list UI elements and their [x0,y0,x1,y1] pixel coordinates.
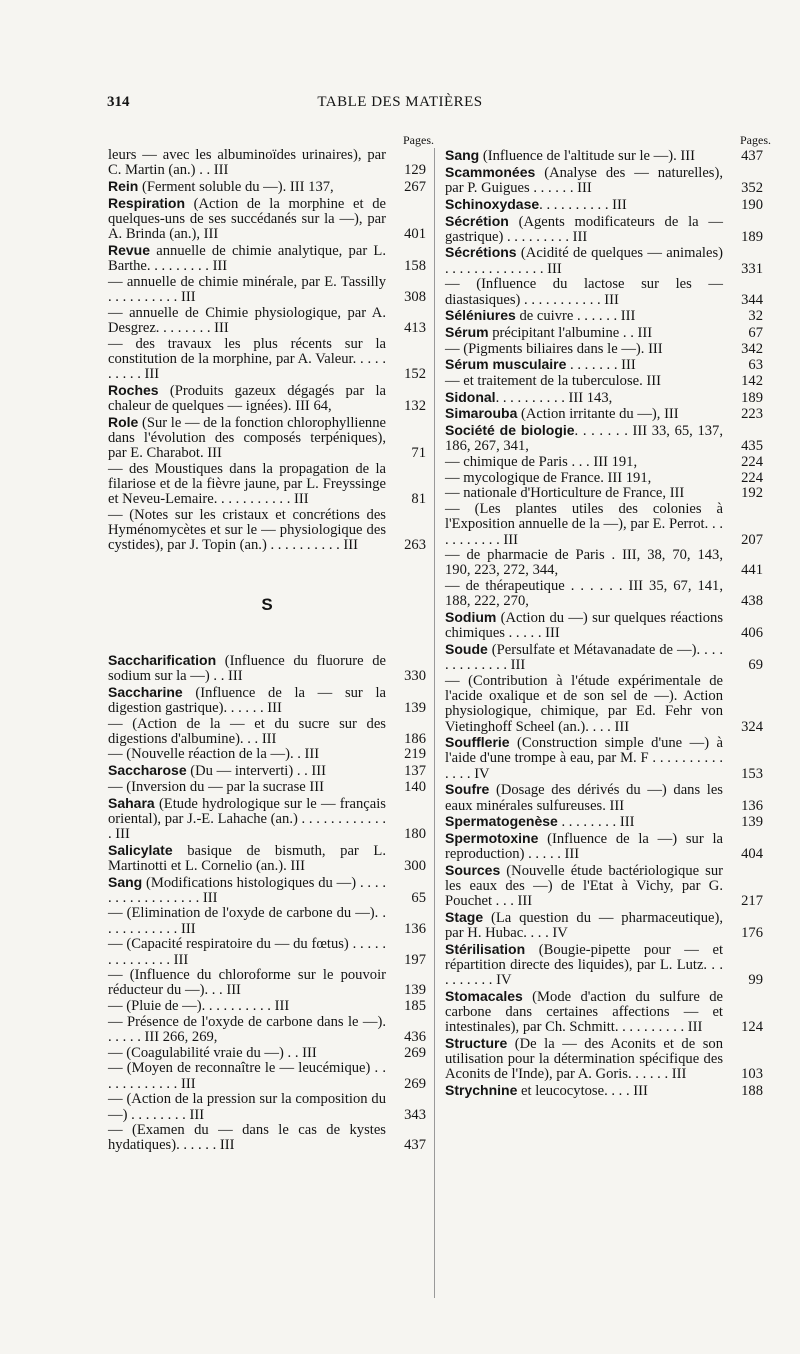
index-entry [108,179,426,195]
entry-page: 437 [741,148,763,165]
entry-page: 81 [411,491,426,508]
index-entry [445,910,763,941]
entry-page: 342 [741,340,763,357]
index-entry [108,1015,426,1045]
entry-page: 263 [404,537,426,554]
pages-label: Pages. [403,133,434,147]
entry-text: — nationale d'Horticulture de France, III [445,485,685,502]
index-entry [108,843,426,874]
entry-page: 197 [404,951,426,968]
entry-text: (Acidité de quelques — animales) . . . . . . . . . . . . . . III [445,245,723,277]
index-entry [445,455,763,470]
entry-text: — annuelle de Chimie physiologique, par A. Desgrez. . . . . . . . III [108,304,386,336]
entry-page: 352 [741,180,763,197]
entry-page: 190 [741,196,763,213]
entry-page: 267 [404,179,426,196]
entry-headword: Scammonées [445,163,536,180]
entry-headword: Structure [445,1035,508,1052]
entry-headword: Sang [445,147,480,164]
entry-page: 223 [741,406,763,423]
index-entry [108,796,426,843]
entry-headword: Spermotoxine [445,829,539,846]
entry-text: (Etude hydrologique sur le — français oriental), par J.-E. Lahache (an.) . . . . . . . . . . . . . III [108,795,386,842]
index-entry [445,814,763,830]
entry-page: 99 [748,972,763,989]
entry-headword: Schinoxydase [445,195,540,212]
entry-text: (Agents modificateurs de la — gastrique) . . . . . . . . . III [445,213,723,245]
entry-headword: Sidonal [445,388,496,405]
entry-text: — mycologique de France. III 191, [445,469,652,486]
entry-text: — et traitement de la tuberculose. III [445,373,661,390]
index-entry [108,747,426,762]
entry-page: 176 [741,925,763,942]
index-entry [108,937,426,967]
entry-page: 437 [404,1137,426,1154]
index-entry [445,197,763,213]
entry-text: — Présence de l'oxyde de carbone dans le —). . . . . . III 266, 269, [108,1013,386,1046]
entry-page: 69 [748,657,763,674]
entry-text: — (Action de la pression sur la composition du —) . . . . . . . . III [108,1091,386,1123]
entry-text: (Action irritante du —), III [517,406,679,423]
entry-text: — (Les plantes utiles des colonies à l'Exposition annuelle de la —), par E. Perrot. . . . . . . . . . . III [445,501,723,548]
index-entry [108,275,426,305]
index-entry [445,674,763,735]
entry-page: 344 [741,291,763,308]
entry-text: (Mode d'action du sulfure de carbone dans certaines affections — et intestinales), par Ch. Schmitt. . . . . . . . . . III [445,988,723,1036]
entry-text: — de thérapeutique . . . . . . III 35, 67, 141, 188, 222, 270, [445,578,723,610]
entry-page: 324 [741,718,763,735]
index-entry [108,148,426,178]
entry-page: 438 [741,593,763,610]
entry-page: 158 [404,258,426,275]
entry-page: 139 [741,814,763,831]
entry-headword: Soufflerie [445,734,510,751]
entry-text: leurs — avec les albuminoïdes urinaires), par C. Martin (an.) . . III [108,147,386,179]
entry-page: 186 [404,730,426,747]
entry-text: précipitant l'albumine . . III [488,324,653,341]
entry-text: (Influence de la — sur la digestion gastrique). . . . . . III [108,684,386,716]
left-column [108,133,434,1154]
index-entry [445,831,763,862]
entry-text: (Ferment soluble du —). III 137, [138,179,334,196]
entry-page: 65 [411,889,426,906]
entry-headword: Société de biologie [445,422,575,439]
index-entry [445,1036,763,1083]
index-entry [445,357,763,373]
entry-text: (Du — interverti) . . III [186,763,327,780]
entry-page: 269 [404,1044,426,1061]
entry-page: 192 [741,485,763,502]
entry-page: 152 [404,366,426,383]
entry-page: 343 [404,1106,426,1123]
index-entry [445,642,763,673]
entry-text: — de pharmacie de Paris . III, 38, 70, 143, 190, 223, 272, 344, [445,547,723,579]
entry-text: (Nouvelle étude bactériologique sur les eaux des —) de l'Etat à Vichy, par G. Pouchet . . . III [445,862,723,910]
index-entry [108,508,426,554]
entry-headword: Simarouba [445,405,518,422]
index-entry [108,780,426,795]
entry-headword: Role [108,413,139,430]
entry-text: et leucocytose. . . . III [517,1083,648,1100]
entry-text: annuelle de chimie analytique, par L. Barthe. . . . . . . . . III [108,242,386,275]
entry-text: — (Capacité respiratoire du — du fœtus) . . . . . . . . . . . . . . III [108,936,386,968]
entry-page: 413 [404,319,426,336]
entry-text: — (Inversion du — par la sucrase III [108,778,324,795]
index-entry [108,1046,426,1061]
index-entry [108,968,426,998]
entry-text: . . . . . . . III [566,357,636,374]
entry-text: — (Coagulabilité vraie du —) . . III [108,1044,317,1061]
entry-page: 142 [741,373,763,390]
index-entry [108,763,426,779]
entry-page: 207 [741,531,763,548]
entry-text: . . . . . . . III 33, 65, 137, 186, 267, 341, [445,423,723,455]
index-entry [108,415,426,462]
index-entry [445,148,763,164]
page-header [0,94,800,118]
entry-text: — (Contribution à l'étude expérimentale de l'acide oxalique et de son sel de —). Action physiologique, chimique, par Ed. Fehr von Vietinghoff Scheel (an.). . . . III [445,672,723,735]
entry-headword: Sérum musculaire [445,356,567,373]
index-entry [108,1092,426,1122]
entry-page: 188 [741,1083,763,1100]
index-entry [445,165,763,196]
entry-headword: Respiration [108,194,186,211]
index-entry [445,502,763,548]
entry-page: 404 [741,846,763,863]
entry-text: — (Moyen de reconnaître le — leucémique) . . . . . . . . . . . . III [108,1060,386,1092]
entry-page: 153 [741,765,763,782]
entry-text: — (Influence du chloroforme sur le pouvoir réducteur du —). . . III [108,967,386,999]
index-entry [445,342,763,357]
entry-page: 32 [748,308,763,325]
entry-text: (Influence de l'altitude sur le —). III [479,148,696,165]
entry-text: — (Notes sur les cristaux et concrétions des Hyménomycètes et sur le — physiologique des cystides), par J. Topin (an.) . . . . . . . . . . III [108,506,386,554]
entry-text: . . . . . . . . III [557,814,635,831]
entry-headword: Saccharification [108,651,217,668]
entry-text: — (Pigments biliaires dans le —). III [445,340,663,357]
page-number: 314 [107,94,130,110]
running-title: TABLE DES MATIÈRES [317,94,483,110]
entry-page: 189 [741,389,763,406]
index-entry [445,863,763,910]
entry-page: 330 [404,667,426,684]
index-entry [445,245,763,276]
index-entry [445,325,763,341]
pages-label: Pages. [740,133,771,147]
entry-text: (Analyse des — naturelles), par P. Guigues . . . . . . III [445,164,723,197]
index-entry [445,374,763,389]
index-entry [445,942,763,989]
entry-text: — (Pluie de —). . . . . . . . . . III [108,998,290,1015]
entry-page: 224 [741,469,763,486]
entry-headword: Saccharine [108,683,183,700]
index-entry [445,579,763,609]
entry-text: (Action du —) sur quelques réactions chimiques . . . . . III [445,610,723,642]
entry-headword: Strychnine [445,1082,518,1099]
index-list [108,653,426,1154]
entry-headword: Sahara [108,794,155,811]
index-entry [445,471,763,486]
index-entry [108,875,426,906]
entry-headword: Spermatogenèse [445,813,558,830]
entry-headword: Soude [445,641,488,657]
entry-headword: Salicylate [108,841,173,858]
entry-text: (Modifications histologiques du —) . . . . . . . . . . . . . . . . . III [108,874,386,906]
entry-text: (Produits gazeux dégagés par la chaleur de quelques — ignées). III 64, [108,382,386,414]
entry-page: 124 [741,1019,763,1036]
index-list [445,148,763,1099]
entry-page: 137 [404,763,426,780]
entry-text: — annuelle de chimie minérale, par E. Tassilly . . . . . . . . . . III [108,273,386,306]
entry-page: 140 [404,778,426,795]
entry-page: 308 [404,289,426,306]
entry-headword: Roches [108,381,159,398]
entry-headword: Soufre [445,781,490,798]
index-entry [445,308,763,324]
entry-text: — chimique de Paris . . . III 191, [445,454,638,471]
entry-headword: Stomacales [445,987,523,1004]
index-entry [108,306,426,336]
entry-headword: Revue [108,241,151,258]
index-entry [445,989,763,1036]
entry-page: 224 [741,454,763,471]
entry-text: — (Influence du lactose sur les — diastasiques) . . . . . . . . . . . III [445,276,723,308]
entry-text: (Dosage des dérivés du —) dans les eaux minérales sulfureuses. III [445,782,723,814]
entry-page: 185 [404,998,426,1015]
entry-page: 136 [741,797,763,814]
entry-text: (De la — des Aconits et de son utilisation pour la détermination spécifique des Aconits de l'Inde), par A. Goris. . . . . . III [445,1036,723,1083]
entry-text: (La question du — pharmaceutique), par H. Hubac. . . . IV [445,909,723,942]
entry-text: — (Nouvelle réaction de la —). . III [108,746,320,763]
entry-text: (Bougie-pipette pour — et répartition directe des liquides), par L. Lutz. . . . . . . . . . IV [445,941,723,989]
entry-page: 139 [404,699,426,716]
index-entry [108,196,426,243]
index-entry [108,685,426,716]
entry-headword: Sodium [445,609,497,626]
index-entry [445,406,763,422]
entry-page: 217 [741,893,763,910]
entry-headword: Sécrétions [445,244,517,261]
entry-text: (Influence de la —) sur la reproduction) . . . . . III [445,830,723,863]
entry-text: (Persulfate et Métavanadate de —). . . . . . . . . . . . . III [445,642,723,674]
entry-page: 331 [741,260,763,277]
entry-page: 189 [741,228,763,245]
entry-page: 436 [404,1029,426,1046]
right-column [445,133,771,1100]
index-entry [445,486,763,501]
entry-text: — des travaux les plus récents sur la constitution de la morphine, par A. Valeur. . . . . . . . . . III [108,335,386,383]
entry-text: (Sur le — de la fonction chlorophyllienne dans l'évolution des composés terpéniques), par E. Charabot. III [108,414,386,462]
entry-page: 300 [404,857,426,874]
index-entry [108,383,426,414]
entry-page: 129 [404,162,426,179]
index-entry [108,906,426,936]
entry-headword: Sang [108,873,143,890]
index-list [108,148,426,553]
entry-page: 269 [404,1075,426,1092]
entry-headword: Rein [108,178,139,195]
entry-page: 103 [741,1066,763,1083]
entry-headword: Sérum [445,323,489,340]
entry-headword: Saccharose [108,762,187,779]
index-entry [445,277,763,307]
column-divider [434,148,435,1298]
index-entry [108,1123,426,1153]
entry-page: 219 [404,746,426,763]
index-entry [108,462,426,508]
entry-text: — des Moustiques dans la propagation de la filariose et de la fièvre jaune, par L. Freyssinge et Neveu-Lemaire. . . . . . . . . . . III [108,460,386,508]
entry-text: de cuivre . . . . . . III [515,308,636,325]
index-entry [445,214,763,245]
entry-text: — (Elimination de l'oxyde de carbone du —). . . . . . . . . . . . III [108,905,386,937]
entry-page: 441 [741,562,763,579]
entry-text: — (Examen du — dans le cas de kystes hydatiques). . . . . . III [108,1122,386,1154]
entry-text: . . . . . . . . . . III 143, [495,389,613,406]
entry-page: 71 [411,445,426,462]
entry-headword: Sécrétion [445,212,509,229]
index-entry [445,390,763,406]
entry-page: 139 [404,982,426,999]
index-entry [108,717,426,747]
section-letter: S [261,595,273,615]
entry-page: 67 [748,324,763,341]
entry-text: . . . . . . . . . . III [539,196,627,213]
index-entry [445,1083,763,1099]
index-entry [445,782,763,813]
index-entry [108,999,426,1014]
entry-page: 435 [741,438,763,455]
entry-headword: Sources [445,861,501,878]
entry-text: — (Action de la — et du sucre sur des digestions d'albumine). . . III [108,715,386,747]
index-entry [445,610,763,641]
entry-headword: Séléniures [445,307,516,324]
entry-page: 406 [741,625,763,642]
entry-text: (Influence du fluorure de sodium sur la —) . . III [108,652,386,684]
entry-headword: Stérilisation [445,940,526,957]
index-entry [108,653,426,684]
entry-headword: Stage [445,908,484,925]
entry-text: basique de bismuth, par L. Martinotti et L. Cornelio (an.). III [108,842,386,874]
index-entry [108,243,426,274]
entry-page: 136 [404,920,426,937]
index-entry [445,423,763,454]
index-entry [108,1061,426,1091]
index-entry [108,337,426,383]
entry-text: (Construction simple d'une —) à l'aide d'une trompe à eau, par M. F . . . . . . . . . . . . . . IV [445,735,723,782]
entry-page: 180 [404,825,426,842]
entry-page: 132 [404,397,426,414]
index-entry [445,548,763,578]
index-entry [445,735,763,782]
entry-page: 63 [748,357,763,374]
entry-page: 401 [404,226,426,243]
entry-text: (Action de la morphine et de quelques-uns de ses succédanés sur la —), par A. Brinda (an.), III [108,195,386,243]
